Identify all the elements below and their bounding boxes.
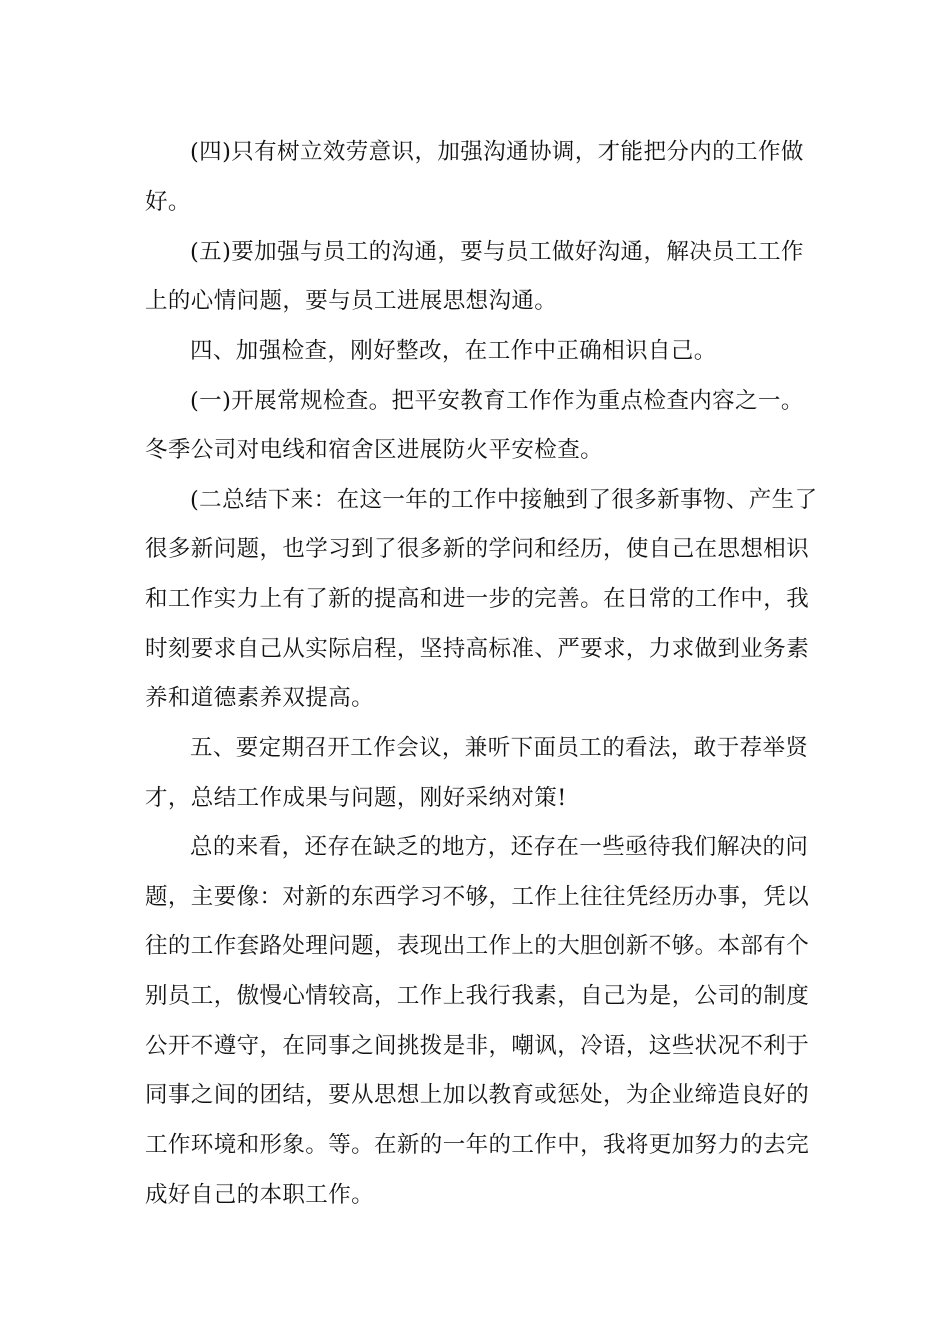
paragraph-line: 和工作实力上有了新的提高和进一步的完善。在日常的工作中，我 <box>145 586 810 612</box>
paragraph-line: 上的心情问题，要与员工进展思想沟通。 <box>145 288 558 314</box>
paragraph-line: (一)开展常规检查。把平安教育工作作为重点检查内容之一。 <box>190 388 804 414</box>
paragraph-line: 工作环境和形象。等。在新的一年的工作中，我将更加努力的去完 <box>145 1132 810 1158</box>
paragraph-line: 好。 <box>145 189 191 215</box>
paragraph-line: 养和道德素养双提高。 <box>145 685 375 711</box>
paragraph-line: 总的来看，还存在缺乏的地方，还存在一些亟待我们解决的问 <box>190 834 809 860</box>
paragraph-line: (二总结下来：在这一年的工作中接触到了很多新事物、产生了 <box>190 487 818 513</box>
paragraph-line: 同事之间的团结，要从思想上加以教育或惩处，为企业缔造良好的 <box>145 1082 810 1108</box>
paragraph-line: 冬季公司对电线和宿舍区进展防火平安检查。 <box>145 437 604 463</box>
paragraph-line: (四)只有树立效劳意识，加强沟通协调，才能把分内的工作做 <box>190 139 804 165</box>
paragraph-line: 才，总结工作成果与问题，刚好采纳对策! <box>145 785 567 811</box>
paragraph-line: 题，主要像：对新的东西学习不够，工作上往往凭经历办事，凭以 <box>145 884 810 910</box>
paragraph-line: (五)要加强与员工的沟通，要与员工做好沟通，解决员工工作 <box>190 239 804 265</box>
paragraph-line: 五、要定期召开工作会议，兼听下面员工的看法，敢于荐举贤 <box>190 735 809 761</box>
paragraph-line: 往的工作套路处理问题，表现出工作上的大胆创新不够。本部有个 <box>145 933 810 959</box>
paragraph-line: 时刻要求自己从实际启程，坚持高标准、严要求，力求做到业务素 <box>145 636 810 662</box>
paragraph-line: 别员工，傲慢心情较高，工作上我行我素，自己为是，公司的制度 <box>145 983 810 1009</box>
paragraph-line: 公开不遵守，在同事之间挑拨是非，嘲讽，冷语，这些状况不利于 <box>145 1033 810 1059</box>
paragraph-line: 成好自己的本职工作。 <box>145 1182 375 1208</box>
paragraph-line: 很多新问题，也学习到了很多新的学问和经历，使自己在思想相识 <box>145 536 810 562</box>
paragraph-line: 四、加强检查，刚好整改，在工作中正确相识自己。 <box>190 338 717 364</box>
